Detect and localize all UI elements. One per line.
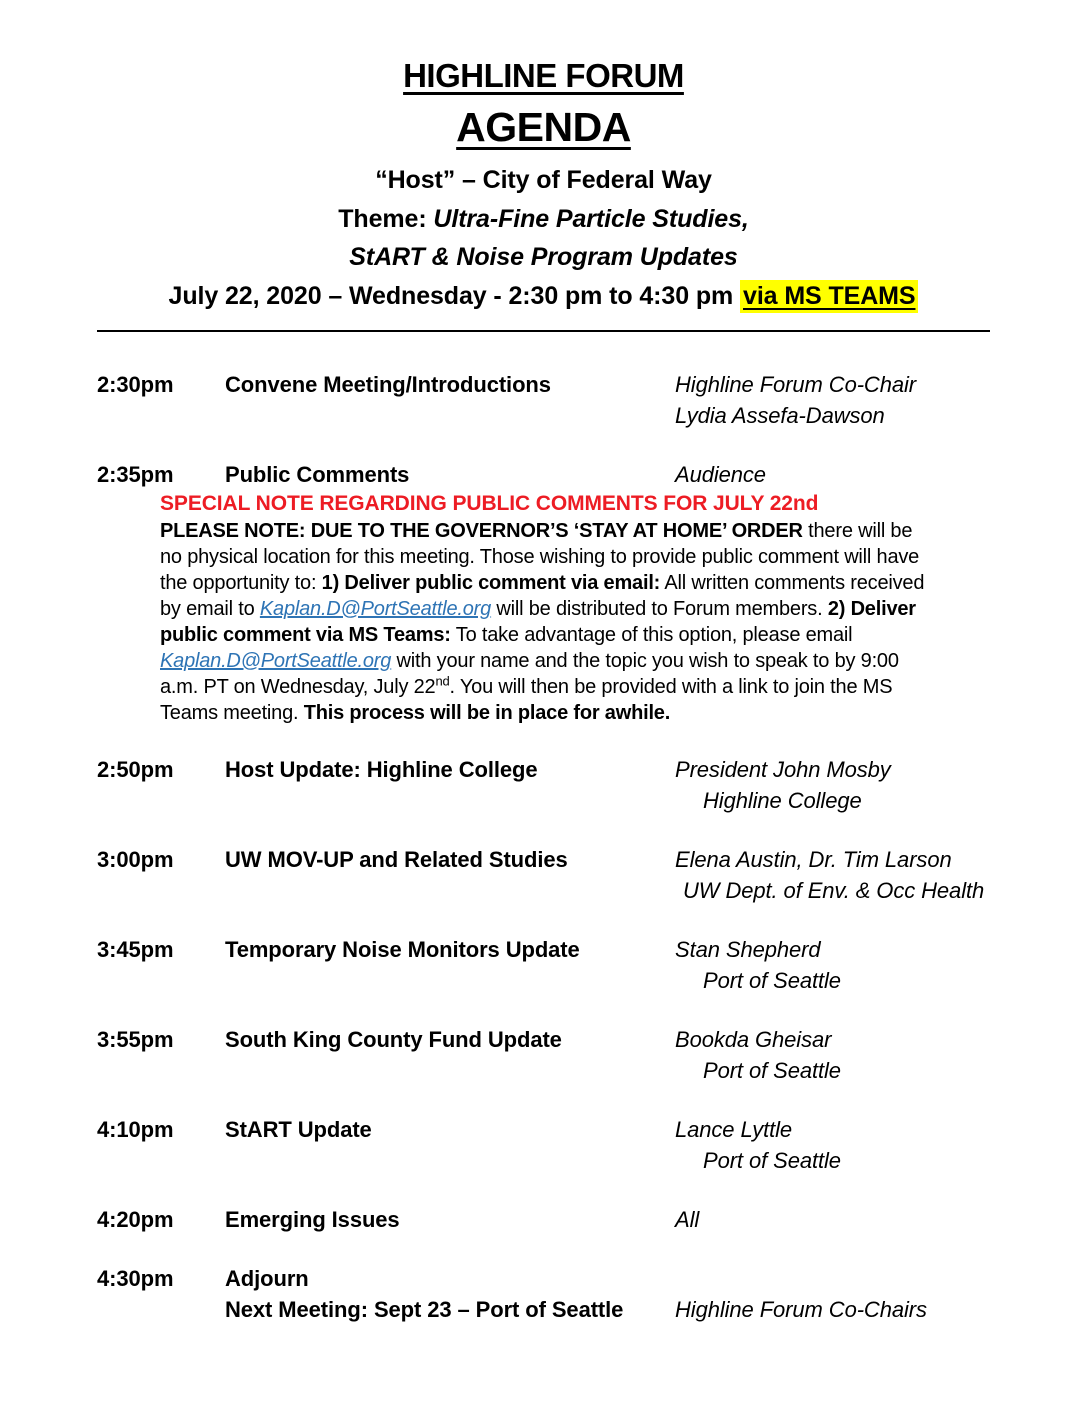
- agenda-row-noise-monitors: [97, 934, 990, 996]
- agenda-time: 4:10pm: [97, 1116, 174, 1142]
- presenter-line: Audience: [675, 461, 766, 487]
- host-line: “Host” – City of Federal Way: [375, 165, 712, 194]
- presenter-line: Port of Seattle: [703, 1147, 841, 1173]
- doc-title: HIGHLINE FORUM: [403, 57, 684, 94]
- presenter-line: Highline College: [703, 787, 862, 813]
- agenda-presenter: [675, 369, 990, 431]
- presenter-line: Stan Shepherd: [675, 936, 821, 962]
- agenda-topic: [225, 1263, 675, 1325]
- presenter-line: President John Mosby: [675, 756, 891, 782]
- agenda-presenter: [675, 1263, 990, 1325]
- note-text: will be distributed to Forum members.: [491, 597, 828, 620]
- agenda-time: 2:30pm: [97, 371, 174, 397]
- agenda-presenter: [675, 934, 990, 996]
- presenter-line: Bookda Gheisar: [675, 1026, 832, 1052]
- note-text: All written comments received by email to: [160, 571, 925, 620]
- note-text: . You will then be provided with a link to join the MS Teams meeting.: [160, 675, 893, 724]
- special-note-body: [160, 518, 938, 726]
- agenda-topic: Emerging Issues: [225, 1206, 400, 1232]
- presenter-line: Lydia Assefa-Dawson: [675, 402, 885, 428]
- note-text: with your name and the topic you wish to speak to by 9:00 a.m. PT on Wednesday, July 22: [160, 649, 899, 698]
- agenda-row-public-comments: [97, 459, 990, 490]
- agenda-time: 4:20pm: [97, 1206, 174, 1232]
- special-note: [160, 490, 938, 726]
- topic-line: Adjourn: [225, 1265, 309, 1291]
- presenter-line: All: [675, 1206, 700, 1232]
- agenda-presenter: [675, 754, 990, 816]
- email-link[interactable]: Kaplan.D@PortSeattle.org: [160, 649, 392, 672]
- presenter-line: UW Dept. of Env. & Occ Health: [683, 877, 985, 903]
- agenda-presenter: [675, 844, 990, 906]
- agenda-topic: UW MOV-UP and Related Studies: [225, 846, 568, 872]
- note-text: To take advantage of this option, please email: [450, 623, 853, 646]
- agenda-topic: South King County Fund Update: [225, 1026, 562, 1052]
- agenda-row-host-update: [97, 754, 990, 816]
- agenda-topic: Convene Meeting/Introductions: [225, 371, 551, 397]
- agenda-list: [97, 369, 990, 1325]
- agenda-presenter: [675, 1024, 990, 1086]
- topic-line: Next Meeting: Sept 23 – Port of Seattle: [225, 1296, 624, 1322]
- theme-value: Ultra-Fine Particle Studies,: [433, 204, 749, 233]
- presenter-line: Highline Forum Co-Chair: [675, 371, 917, 397]
- date-text: July 22, 2020 – Wednesday - 2:30 pm to 4:30 pm: [168, 282, 741, 311]
- theme-label: Theme:: [338, 204, 434, 233]
- note-bold-closing: This process will be in place for awhile.: [303, 701, 671, 724]
- agenda-presenter: [675, 1114, 990, 1176]
- date-highlight: via MS TEAMS: [740, 280, 918, 313]
- agenda-presenter: [675, 459, 990, 490]
- presenter-line: Highline Forum Co-Chairs: [675, 1296, 927, 1322]
- agenda-time: 4:30pm: [97, 1265, 174, 1291]
- doc-subtitle: AGENDA: [456, 103, 631, 150]
- presenter-line: Port of Seattle: [703, 1057, 841, 1083]
- email-link[interactable]: Kaplan.D@PortSeattle.org: [259, 597, 492, 620]
- date-line: [97, 280, 990, 314]
- theme-line-2: StART & Noise Program Updates: [349, 243, 738, 272]
- agenda-row-adjourn: [97, 1263, 990, 1325]
- ordinal-superscript: nd: [435, 673, 450, 689]
- agenda-presenter: [675, 1204, 990, 1235]
- agenda-time: 3:00pm: [97, 846, 174, 872]
- separator-rule: [97, 330, 990, 332]
- agenda-row-uw-movup: [97, 844, 990, 906]
- agenda-time: 2:50pm: [97, 756, 174, 782]
- note-bold-option1: 1) Deliver public comment via email:: [321, 571, 661, 594]
- presenter-line: Elena Austin, Dr. Tim Larson: [675, 846, 952, 872]
- note-text: there will be no physical location for this meeting. Those wishing to provide public comment will have the opportunity to:: [160, 519, 920, 594]
- agenda-row-skc-fund: [97, 1024, 990, 1086]
- agenda-topic: StART Update: [225, 1116, 372, 1142]
- agenda-row-emerging-issues: [97, 1204, 990, 1235]
- theme-line: [97, 203, 990, 237]
- note-bold-intro: PLEASE NOTE: DUE TO THE GOVERNOR’S ‘STAY AT HOME’ ORDER: [160, 519, 803, 542]
- presenter-line: Lance Lyttle: [675, 1116, 793, 1142]
- note-bold-option2: 2) Deliver public comment via MS Teams:: [160, 597, 916, 646]
- agenda-time: 3:55pm: [97, 1026, 174, 1052]
- agenda-item-public-comments: [97, 459, 990, 726]
- agenda-time: 2:35pm: [97, 461, 174, 487]
- agenda-row-start-update: [97, 1114, 990, 1176]
- agenda-topic: Temporary Noise Monitors Update: [225, 936, 580, 962]
- agenda-time: 3:45pm: [97, 936, 174, 962]
- agenda-topic: Public Comments: [225, 461, 410, 487]
- document-header: [97, 56, 990, 314]
- agenda-row-convene: [97, 369, 990, 431]
- special-note-heading: SPECIAL NOTE REGARDING PUBLIC COMMENTS FOR JULY 22nd: [160, 491, 819, 515]
- presenter-line: Port of Seattle: [703, 967, 841, 993]
- agenda-topic: Host Update: Highline College: [225, 756, 538, 782]
